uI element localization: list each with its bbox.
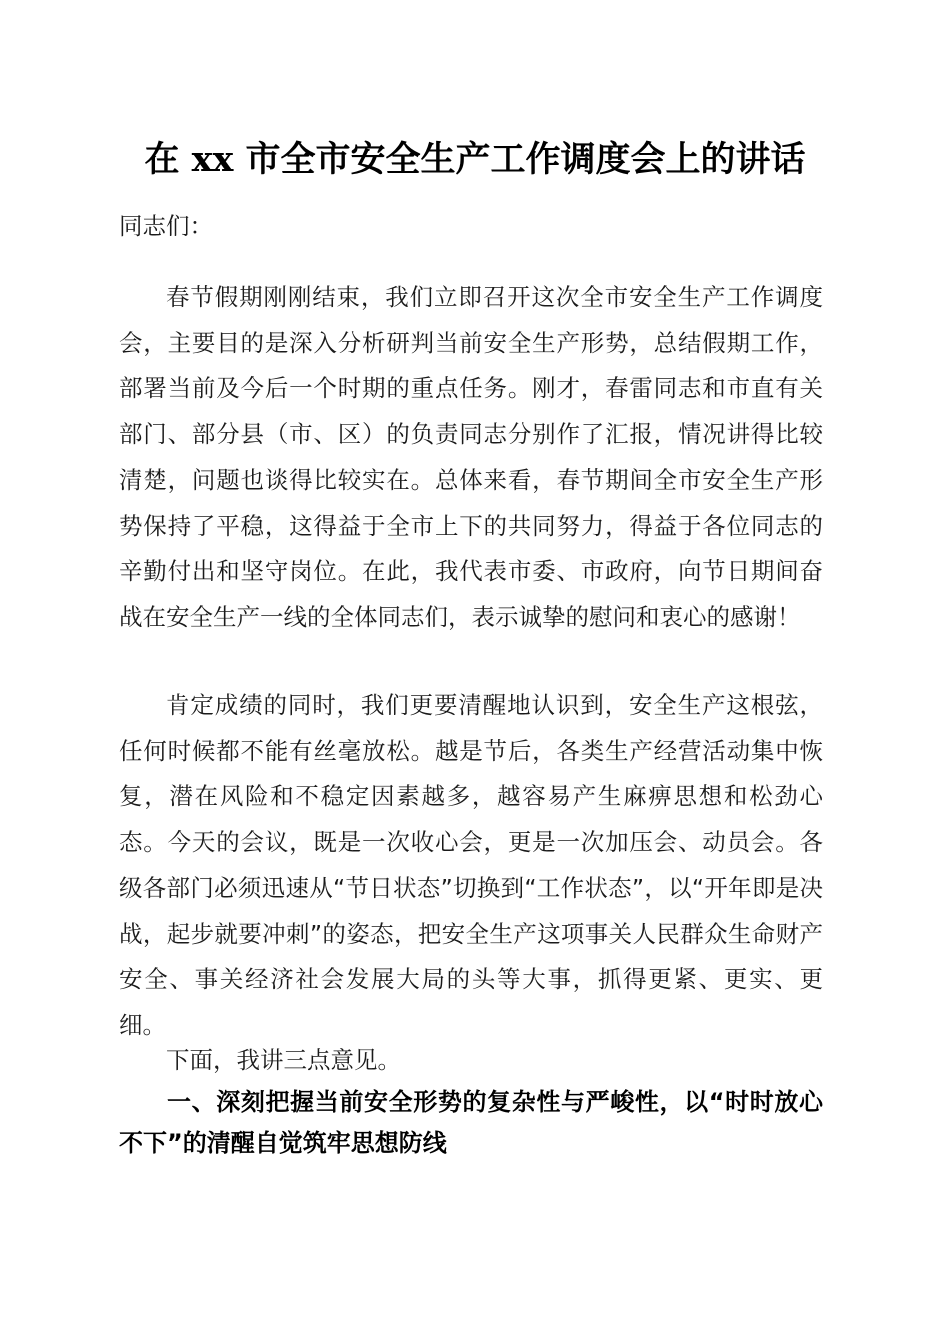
document-title: 在 xx 市全市安全生产工作调度会上的讲话 [144,139,806,180]
salutation: 同志们： [119,212,213,240]
paragraph-transition: 下面，我讲三点意见。 [166,1046,401,1074]
section-heading-1: 一、深刻把握当前安全形势的复杂性与严峻性，以“时时放心不下”的清醒自觉筑牢思想防线 [119,1088,823,1157]
paragraph-awareness: 肯定成绩的同时，我们更要清醒地认识到，安全生产这根弦，任何时候都不能有丝毫放松。越是节后，各类生产经营活动集中恢复，潜在风险和不稳定因素越多，越容易产生麻痹思想和松劲心态。今天的会议，既是一次收心会，更是一次加压会、动员会。各级各部门必须迅速从“节日状态”切换到“工作状态”，以“开年即是决战，起步就要冲刺”的姿态，把安全生产这项事关人民群众生命财产安全、事关经济社会发展大局的头等大事，抓得更紧、更实、更细。 [119,691,823,1039]
paragraph-opening: 春节假期刚刚结束，我们立即召开这次全市安全生产工作调度会，主要目的是深入分析研判当前安全生产形势，总结假期工作，部署当前及今后一个时期的重点任务。刚才，春雷同志和市直有关部门、部分县（市、区）的负责同志分别作了汇报，情况讲得比较清楚，问题也谈得比较实在。总体来看，春节期间全市安全生产形势保持了平稳，这得益于全市上下的共同努力，得益于各位同志的辛勤付出和坚守岗位。在此，我代表市委、市政府，向节日期间奋战在安全生产一线的全体同志们，表示诚挚的慰问和衷心的感谢！ [119,283,823,631]
